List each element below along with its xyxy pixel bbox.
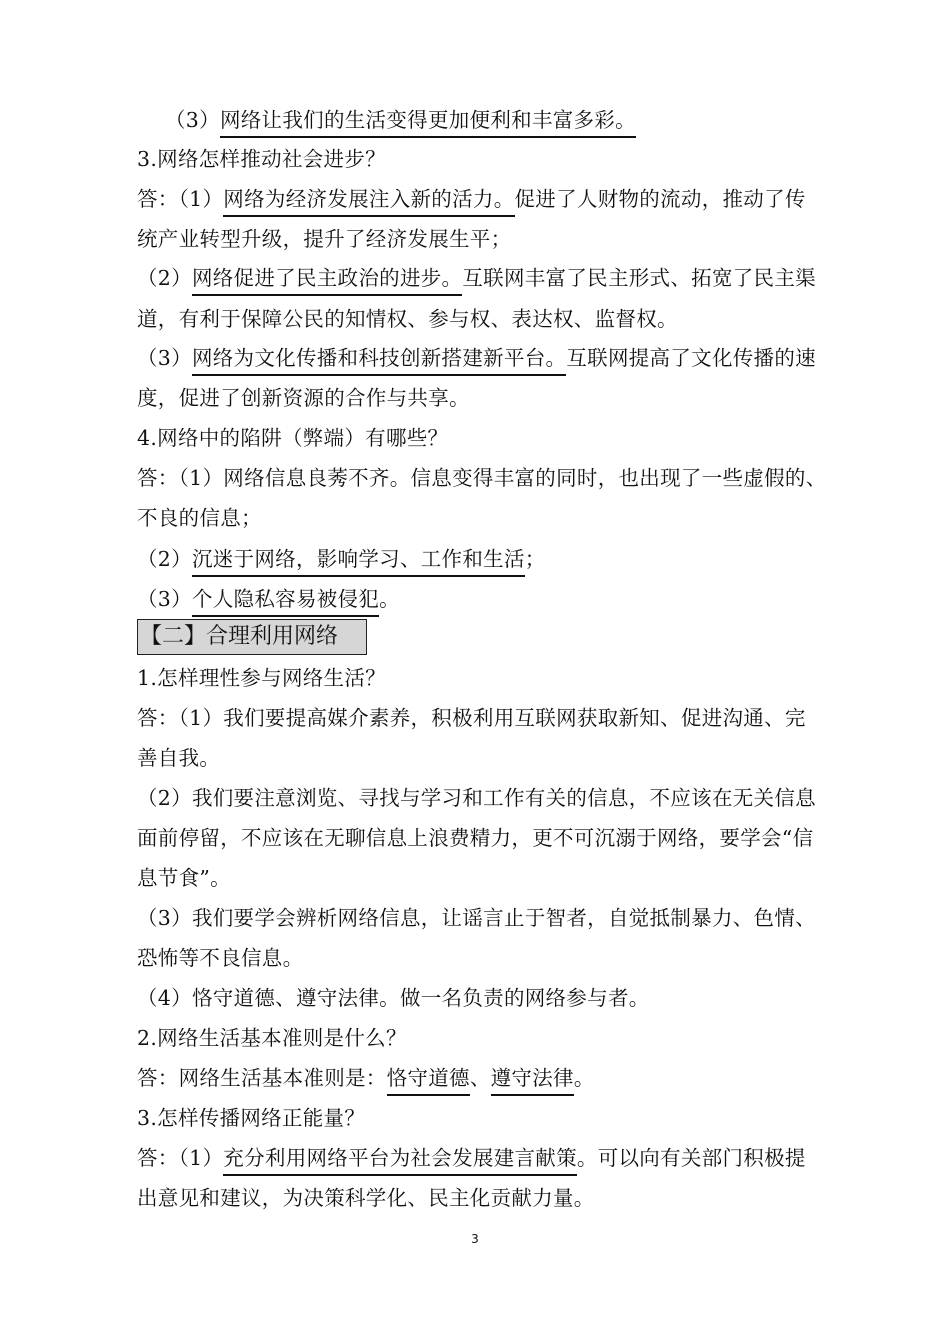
underlined-text: 遵守法律	[491, 1066, 574, 1096]
text-span: （2）	[137, 266, 192, 290]
section-heading: 【二】合理利用网络	[137, 619, 367, 655]
text-line: 道，有利于保障公民的知情权、参与权、表达权、监督权。	[137, 307, 678, 331]
text-line: 面前停留，不应该在无聊信息上浪费精力，更不可沉溺于网络，要学会“信	[137, 826, 814, 850]
underlined-text: 网络为经济发展注入新的活力。	[223, 187, 514, 217]
text-span: （3）	[165, 108, 220, 132]
question-heading: 1.怎样理性参与网络生活？	[137, 666, 386, 690]
text-line: 答：（1）我们要提高媒介素养，积极利用互联网获取新知、促进沟通、完	[137, 706, 806, 730]
text-line: 答：（1）网络信息良莠不齐。信息变得丰富的同时，也出现了一些虚假的、	[137, 466, 827, 490]
underlined-text: 网络为文化传播和科技创新搭建新平台。	[192, 346, 566, 376]
text-line: （3）我们要学会辨析网络信息，让谣言止于智者，自觉抵制暴力、色情、	[137, 906, 816, 930]
text-span: （3）	[137, 587, 192, 611]
text-span: 。	[379, 587, 400, 611]
text-span: 答：网络生活基本准则是：	[137, 1066, 387, 1090]
text-line: （4）恪守道德、遵守法律。做一名负责的网络参与者。	[137, 986, 650, 1010]
text-line: 统产业转型升级，提升了经济发展生平；	[137, 227, 512, 251]
underlined-text: 网络促进了民主政治的进步。	[192, 266, 462, 296]
text-line	[137, 265, 867, 291]
text-span: 、	[469, 1066, 491, 1090]
text-line	[137, 546, 867, 572]
text-span: 互联网提高了文化传播的速	[566, 346, 816, 370]
text-line	[137, 586, 867, 612]
text-line	[137, 1145, 867, 1171]
text-span: 互联网丰富了民主形式、拓宽了民主渠	[462, 266, 816, 290]
text-line: 善自我。	[137, 746, 221, 770]
underlined-text: 沉迷于网络，影响学习、工作和生活	[192, 547, 525, 577]
text-span: （2）	[137, 547, 192, 571]
underlined-text: 恪守道德	[387, 1066, 470, 1096]
text-span: 。	[573, 1066, 595, 1090]
underlined-text: 个人隐私容易被侵犯	[192, 587, 379, 617]
text-line: 不良的信息；	[137, 506, 262, 530]
underlined-text: 网络让我们的生活变得更加便利和丰富多彩。	[220, 108, 636, 138]
text-span: 。可以向有关部门积极提	[576, 1146, 806, 1170]
question-heading: 4.网络中的陷阱（弊端）有哪些？	[137, 426, 449, 450]
page-number: 3	[471, 1232, 479, 1246]
question-heading: 3.网络怎样推动社会进步？	[137, 147, 386, 171]
question-heading: 3.怎样传播网络正能量？	[137, 1106, 366, 1130]
text-span: 答：（1）	[137, 187, 224, 211]
text-line: 出意见和建议，为决策科学化、民主化贡献力量。	[137, 1186, 595, 1210]
text-line: 恐怖等不良信息。	[137, 946, 304, 970]
text-line: 息节食”。	[137, 866, 231, 890]
text-span: ；	[524, 547, 546, 571]
text-line	[137, 186, 867, 212]
text-span: （3）	[137, 346, 192, 370]
underlined-text: 充分利用网络平台为社会发展建言献策	[223, 1146, 577, 1176]
text-line	[137, 1065, 867, 1091]
text-line: （2）我们要注意浏览、寻找与学习和工作有关的信息，不应该在无关信息	[137, 786, 816, 810]
text-line	[137, 345, 867, 371]
text-span: 答：（1）	[137, 1146, 224, 1170]
text-line: 度，促进了创新资源的合作与共享。	[137, 386, 470, 410]
text-span: 促进了人财物的流动，推动了传	[514, 187, 806, 211]
text-line	[165, 107, 895, 133]
question-heading: 2.网络生活基本准则是什么？	[137, 1026, 407, 1050]
